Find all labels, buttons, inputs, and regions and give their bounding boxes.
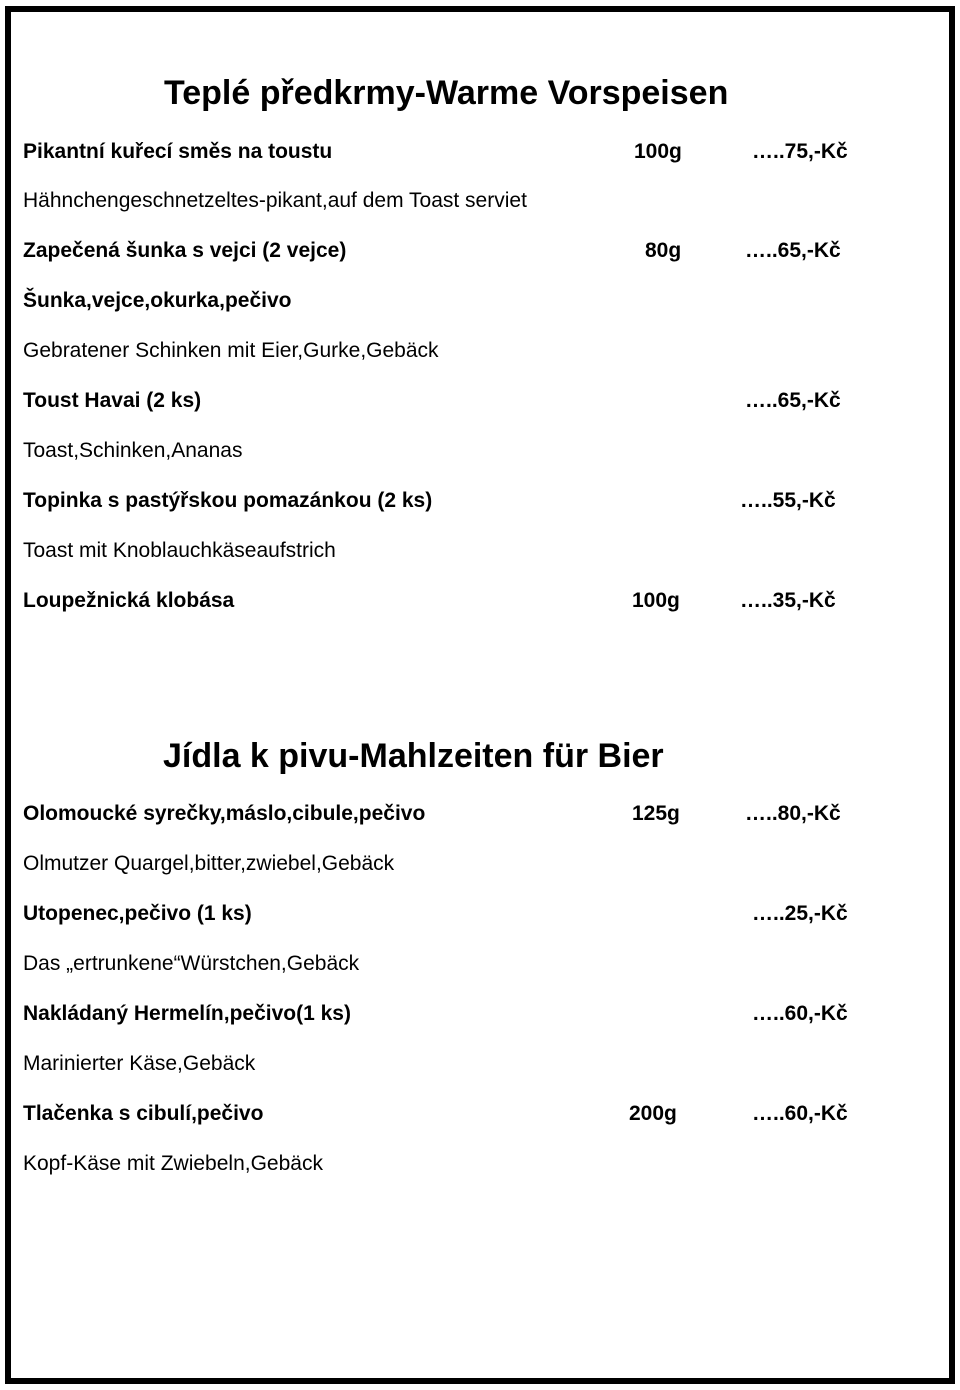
menu-item-translation: Gebratener Schinken mit Eier,Gurke,Gebäck (23, 339, 439, 362)
section-title-beer-meals: Jídla k pivu-Mahlzeiten für Bier (163, 737, 664, 775)
menu-item-name: Pikantní kuřecí směs na toustu (23, 140, 333, 163)
menu-item-price: …..35,-Kč (740, 589, 836, 612)
menu-item-name: Zapečená šunka s vejci (2 vejce) (23, 239, 347, 262)
menu-item-name: Topinka s pastýřskou pomazánkou (2 ks) (23, 489, 433, 512)
menu-item-price: …..80,-Kč (745, 802, 841, 825)
menu-item-price: …..75,-Kč (752, 140, 848, 163)
menu-item-translation: Toast,Schinken,Ananas (23, 439, 243, 462)
menu-item-price: …..60,-Kč (752, 1002, 848, 1025)
menu-item-price: …..55,-Kč (740, 489, 836, 512)
menu-item-name: Toust Havai (2 ks) (23, 389, 202, 412)
page-border (5, 6, 955, 1384)
menu-item-name: Loupežnická klobása (23, 589, 235, 612)
menu-item-price: …..65,-Kč (745, 389, 841, 412)
menu-item-name: Olomoucké syrečky,máslo,cibule,pečivo (23, 802, 426, 825)
menu-item-translation: Kopf-Käse mit Zwiebeln,Gebäck (23, 1152, 323, 1175)
menu-item-weight: 80g (645, 239, 682, 262)
menu-item-translation: Das „ertrunkene“Würstchen,Gebäck (23, 952, 360, 975)
menu-item-price: …..60,-Kč (752, 1102, 848, 1125)
menu-item-price: …..25,-Kč (752, 902, 848, 925)
menu-item-price: …..65,-Kč (745, 239, 841, 262)
menu-item-translation: Olmutzer Quargel,bitter,zwiebel,Gebäck (23, 852, 395, 875)
menu-item-weight: 100g (634, 140, 682, 163)
menu-item-description: Šunka,vejce,okurka,pečivo (23, 289, 292, 312)
menu-item-weight: 200g (629, 1102, 677, 1125)
menu-item-weight: 125g (632, 802, 680, 825)
menu-item-weight: 100g (632, 589, 680, 612)
menu-item-name: Tlačenka s cibulí,pečivo (23, 1102, 264, 1125)
menu-item-translation: Toast mit Knoblauchkäseaufstrich (23, 539, 336, 562)
menu-item-translation: Hähnchengeschnetzeltes-pikant,auf dem Toast serviet (23, 189, 527, 212)
menu-item-translation: Marinierter Käse,Gebäck (23, 1052, 256, 1075)
section-title-warm-starters: Teplé předkrmy-Warme Vorspeisen (164, 74, 729, 112)
menu-item-name: Nakládaný Hermelín,pečivo(1 ks) (23, 1002, 351, 1025)
menu-item-name: Utopenec,pečivo (1 ks) (23, 902, 252, 925)
